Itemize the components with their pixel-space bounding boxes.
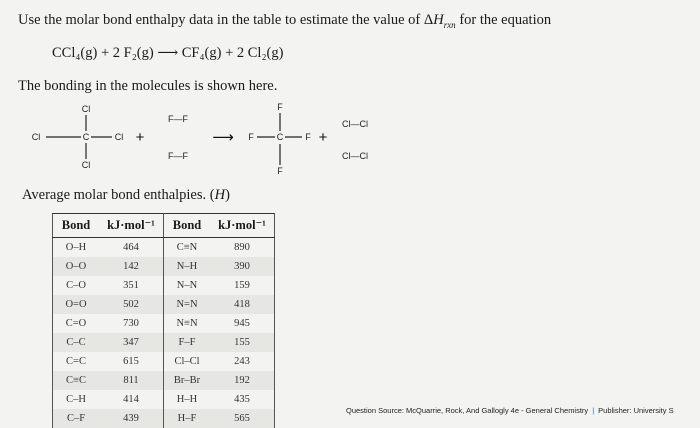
- ccl4-left-cl: Cl: [32, 132, 41, 142]
- reactant-ccl4: CCl₄(g): [52, 45, 97, 61]
- energy-cell: 730: [99, 314, 164, 333]
- bond-cell: C=C: [53, 352, 100, 371]
- reactant-f2: 2 F₂(g): [113, 45, 154, 61]
- reaction-arrow: ⟶: [157, 45, 178, 61]
- energy-cell: 418: [210, 295, 275, 314]
- caption-text: Average molar bond enthalpies. (: [22, 187, 215, 203]
- bond-cell: O–O: [53, 257, 100, 276]
- energy-cell: 565: [210, 409, 275, 428]
- table-row: [53, 352, 275, 371]
- bond-cell: H–F: [164, 409, 211, 428]
- cf4-bottom-f: F: [277, 166, 283, 176]
- structure-arrow: ⟶: [212, 129, 234, 146]
- bond-cell: C≡C: [53, 371, 100, 390]
- energy-cell: 890: [210, 238, 275, 258]
- energy-cell: 945: [210, 314, 275, 333]
- bond-cell: C–C: [53, 333, 100, 352]
- energy-cell: 502: [99, 295, 164, 314]
- bonding-intro: The bonding in the molecules is shown here.: [18, 78, 277, 95]
- bond-cell: C≡N: [164, 238, 211, 258]
- table-row: [53, 295, 275, 314]
- energy-cell: 439: [99, 409, 164, 428]
- product-cl2: 2 Cl₂(g): [237, 45, 284, 61]
- ccl4-bottom-cl: Cl: [82, 160, 91, 170]
- reaction-equation: [52, 45, 283, 62]
- bond-cell: N–H: [164, 257, 211, 276]
- energy-cell: 390: [210, 257, 275, 276]
- bond-cell: N≡N: [164, 314, 211, 333]
- bond-cell: N=N: [164, 295, 211, 314]
- bond-cell: H–H: [164, 390, 211, 409]
- table-row: [53, 276, 275, 295]
- energy-cell: 615: [99, 352, 164, 371]
- question-text-after: for the equation: [456, 12, 551, 28]
- header-bond-2: Bond: [164, 214, 211, 238]
- question-text: [18, 12, 551, 30]
- table-row: [53, 314, 275, 333]
- header-bond-1: Bond: [53, 214, 100, 238]
- cf4-center-atom: C: [277, 132, 284, 142]
- ccl4-center-atom: C: [83, 132, 90, 142]
- table-row: [53, 238, 275, 258]
- bond-cell: N–N: [164, 276, 211, 295]
- bond-cell: C–H: [53, 390, 100, 409]
- source-text: Question Source: McQuarrie, Rock, And Gallogly 4e - General Chemistry: [346, 406, 588, 415]
- header-energy-1: kJ·mol⁻¹: [99, 214, 164, 238]
- energy-cell: 464: [99, 238, 164, 258]
- energy-cell: 347: [99, 333, 164, 352]
- energy-cell: 243: [210, 352, 275, 371]
- product-cf4: CF₄(g): [182, 45, 222, 61]
- plus-sign: +: [101, 45, 109, 61]
- energy-cell: 192: [210, 371, 275, 390]
- publisher-text: Publisher: University S: [598, 406, 673, 415]
- bond-cell: C–O: [53, 276, 100, 295]
- bond-enthalpy-table: [52, 213, 275, 428]
- structure-plus-1: +: [136, 129, 145, 146]
- caption-close: ): [225, 187, 230, 203]
- table-header-row: [53, 214, 275, 238]
- bond-cell: F–F: [164, 333, 211, 352]
- bond-cell: Cl–Cl: [164, 352, 211, 371]
- table-row: [53, 390, 275, 409]
- delta-h-symbol: H: [433, 12, 443, 28]
- cf4-right-f: F: [305, 132, 311, 142]
- ccl4-right-cl: Cl: [115, 132, 124, 142]
- delta-h-subscript: rxn: [444, 20, 456, 30]
- bond-cell: Br–Br: [164, 371, 211, 390]
- ccl4-top-cl: Cl: [82, 104, 91, 114]
- energy-cell: 414: [99, 390, 164, 409]
- bond-cell: C=O: [53, 314, 100, 333]
- f2-molecule-1: F—F: [168, 114, 188, 124]
- table-body: [53, 238, 275, 428]
- energy-cell: 159: [210, 276, 275, 295]
- energy-cell: 351: [99, 276, 164, 295]
- energy-cell: 435: [210, 390, 275, 409]
- structure-plus-2: +: [319, 129, 328, 146]
- energy-cell: 811: [99, 371, 164, 390]
- cf4-top-f: F: [277, 102, 283, 112]
- ccl4-structure: [32, 104, 124, 170]
- table-row: [53, 333, 275, 352]
- cf4-structure: [248, 102, 311, 176]
- bond-cell: O–H: [53, 238, 100, 258]
- question-source: [346, 406, 674, 415]
- table-row: [53, 409, 275, 428]
- lewis-structures: [0, 100, 420, 180]
- cl2-molecule-2: Cl—Cl: [342, 151, 368, 161]
- header-energy-2: kJ·mol⁻¹: [210, 214, 275, 238]
- question-text-before: Use the molar bond enthalpy data in the table to estimate the value of Δ: [18, 12, 433, 28]
- table-row: [53, 371, 275, 390]
- plus-sign: +: [225, 45, 233, 61]
- bond-cell: C–F: [53, 409, 100, 428]
- enthalpy-caption: [22, 187, 230, 204]
- caption-symbol: H: [215, 187, 225, 203]
- table-row: [53, 257, 275, 276]
- bond-cell: O=O: [53, 295, 100, 314]
- cl2-molecule-1: Cl—Cl: [342, 119, 368, 129]
- cf4-left-f: F: [248, 132, 254, 142]
- source-separator: |: [588, 406, 598, 415]
- f2-molecule-2: F—F: [168, 151, 188, 161]
- energy-cell: 142: [99, 257, 164, 276]
- energy-cell: 155: [210, 333, 275, 352]
